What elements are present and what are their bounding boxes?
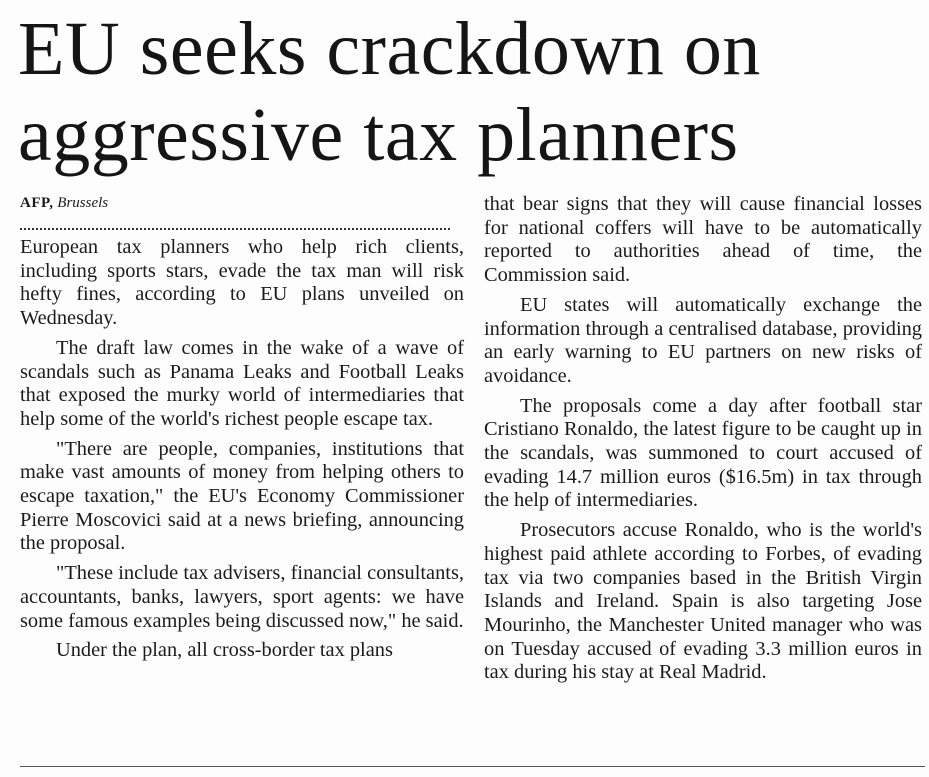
paragraph: "There are people, companies, institutions that make vast amounts of money from helping others to escape taxation," the EU's Economy Commissioner Pierre Moscovici said at a news briefing, announcing the proposal. [20, 437, 464, 555]
paragraph: Under the plan, all cross-border tax plans [56, 639, 393, 662]
byline [20, 192, 464, 214]
byline-place: Brussels [57, 195, 109, 211]
paragraph: The proposals come a day after football star Cristiano Ronaldo, the latest figure to be caught up in the scandals, was summoned to court accused of evading 14.7 million euros ($16.5m) in tax through the help of intermediaries. [484, 394, 922, 512]
headline: EU seeks crackdown on aggressive tax planners [18, 7, 761, 177]
article-column-left [20, 192, 464, 663]
article-column-right [484, 193, 922, 685]
dotted-divider [20, 222, 450, 230]
paragraph: The draft law comes in the wake of a wave of scandals such as Panama Leaks and Football Leaks that exposed the murky world of intermediaries that help some of the world's richest people escape tax. [20, 336, 464, 430]
paragraph: Prosecutors accuse Ronaldo, who is the world's highest paid athlete according to Forbes, of evading tax via two companies based in the British Virgin Islands and Ireland. Spain is also targeting Jose Mourinho, the Manchester United manager who was on Tuesday accused of evading 3.3 million euros in tax during his stay at Real Madrid. [484, 519, 922, 684]
byline-agency: AFP, [20, 195, 54, 211]
paragraph: European tax planners who help rich clients, including sports stars, evade the tax man will risk hefty fines, according to EU plans unveiled on Wednesday. [20, 236, 464, 330]
paragraph: EU states will automatically exchange the information through a centralised database, providing an early warning to EU partners on new risks of avoidance. [484, 293, 922, 387]
paragraph: "These include tax advisers, financial consultants, accountants, banks, lawyers, sport agents: we have some famous examples being discussed now," he said. [20, 562, 464, 632]
bottom-rule [20, 766, 925, 767]
paragraph: that bear signs that they will cause financial losses for national coffers will have to be automatically reported to authorities ahead of time, the Commission said. [484, 193, 922, 287]
